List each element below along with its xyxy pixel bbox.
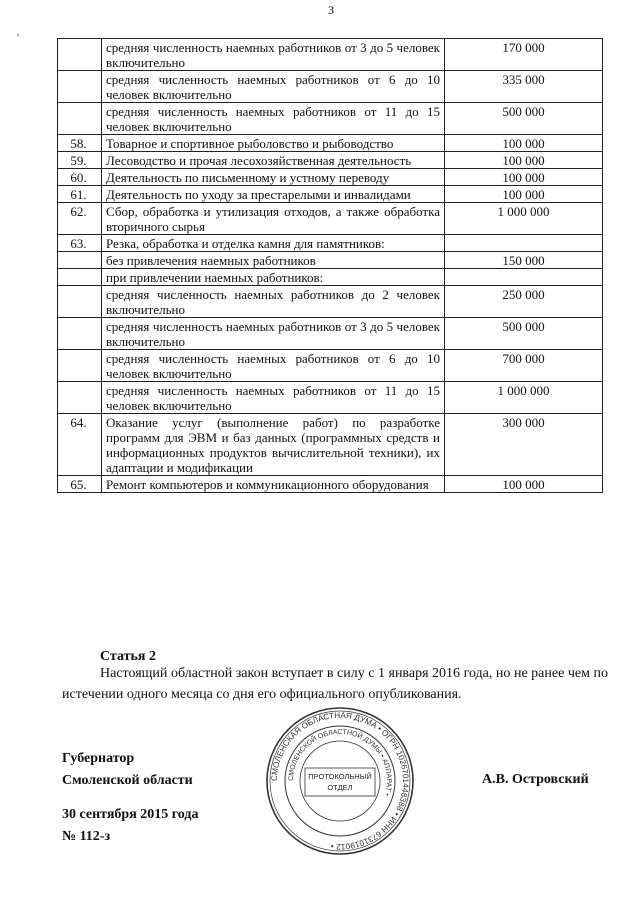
table-row: [58, 135, 603, 152]
table-row: [58, 203, 603, 235]
governor-name: А.В. Островский: [482, 772, 589, 787]
row-description: средняя численность наемных работников от 11 до 15 человек включительно: [102, 382, 445, 414]
row-description: средняя численность наемных работников от 6 до 10 человек включительно: [102, 350, 445, 382]
row-number: 64.: [58, 414, 102, 476]
row-amount: 100 000: [445, 152, 603, 169]
governor-title-line2: Смоленской области: [62, 773, 193, 788]
page-number: 3: [328, 3, 334, 17]
governor-title-line1: Губернатор: [62, 751, 135, 766]
law-date-block: [62, 804, 198, 848]
row-amount: 500 000: [445, 318, 603, 350]
table-row: [58, 318, 603, 350]
table-row: [58, 152, 603, 169]
table-row: [58, 186, 603, 203]
row-amount: 100 000: [445, 135, 603, 152]
table-row: [58, 286, 603, 318]
row-amount: 250 000: [445, 286, 603, 318]
row-number: [58, 382, 102, 414]
seal-outer-text: СМОЛЕНСКАЯ ОБЛАСТНАЯ ДУМА • ОГРН 1026701448388 • ИНН 6731019012 •: [269, 710, 411, 852]
official-seal: [265, 706, 415, 856]
row-amount: 100 000: [445, 186, 603, 203]
row-description: средняя численность наемных работников до 2 человек включительно: [102, 286, 445, 318]
row-amount: [445, 269, 603, 286]
row-number: [58, 252, 102, 269]
article-title: Статья 2: [100, 649, 156, 664]
row-amount: 100 000: [445, 476, 603, 493]
row-amount: 700 000: [445, 350, 603, 382]
row-description: при привлечении наемных работников:: [102, 269, 445, 286]
row-number: 62.: [58, 203, 102, 235]
row-amount: 1 000 000: [445, 203, 603, 235]
governor-title: [62, 748, 193, 792]
row-description: без привлечения наемных работников: [102, 252, 445, 269]
row-amount: 335 000: [445, 71, 603, 103]
table-row: [58, 39, 603, 71]
law-date: 30 сентября 2015 года: [62, 807, 199, 822]
row-amount: 150 000: [445, 252, 603, 269]
row-description: средняя численность наемных работников от 11 до 15 человек включительно: [102, 103, 445, 135]
row-number: [58, 269, 102, 286]
row-number: [58, 286, 102, 318]
row-description: Товарное и спортивное рыболовство и рыбоводство: [102, 135, 445, 152]
row-description: средняя численность наемных работников от 3 до 5 человек включительно: [102, 39, 445, 71]
row-number: [58, 71, 102, 103]
row-amount: 300 000: [445, 414, 603, 476]
table-row: [58, 235, 603, 252]
row-description: Лесоводство и прочая лесохозяйственная деятельность: [102, 152, 445, 169]
row-description: Деятельность по уходу за престарелыми и инвалидами: [102, 186, 445, 203]
article-text: Настоящий областной закон вступает в силу с 1 января 2016 года, но не ранее чем по истечении одного месяца со дня его официального опубликования.: [62, 666, 608, 702]
row-number: 61.: [58, 186, 102, 203]
table-row: [58, 103, 603, 135]
row-number: 65.: [58, 476, 102, 493]
row-description: средняя численность наемных работников от 3 до 5 человек включительно: [102, 318, 445, 350]
table-row: [58, 382, 603, 414]
seal-center-line2: ОТДЕЛ: [327, 783, 353, 792]
row-description: Резка, обработка и отделка камня для памятников:: [102, 235, 445, 252]
row-number: 63.: [58, 235, 102, 252]
table-row: [58, 414, 603, 476]
table-row: [58, 476, 603, 493]
row-amount: 100 000: [445, 169, 603, 186]
row-amount: 170 000: [445, 39, 603, 71]
row-number: [58, 318, 102, 350]
row-description: средняя численность наемных работников от 6 до 10 человек включительно: [102, 71, 445, 103]
row-description: Сбор, обработка и утилизация отходов, а также обработка вторичного сырья: [102, 203, 445, 235]
row-description: Деятельность по письменному и устному переводу: [102, 169, 445, 186]
row-number: [58, 103, 102, 135]
row-number: [58, 39, 102, 71]
seal-center-line1: ПРОТОКОЛЬНЫЙ: [308, 772, 372, 781]
table-row: [58, 350, 603, 382]
row-description: Ремонт компьютеров и коммуникационного оборудования: [102, 476, 445, 493]
seal-inner-text: СМОЛЕНСКОЙ ОБЛАСТНОЙ ДУМЫ • АППАРАТ •: [287, 728, 393, 797]
law-number: № 112-з: [62, 829, 111, 844]
table-row: [58, 169, 603, 186]
row-number: 60.: [58, 169, 102, 186]
row-number: [58, 350, 102, 382]
activity-table: [57, 38, 603, 493]
table-row: [58, 71, 603, 103]
table-row: [58, 269, 603, 286]
table-row: [58, 252, 603, 269]
margin-mark: ’: [16, 32, 20, 44]
row-amount: 500 000: [445, 103, 603, 135]
row-amount: 1 000 000: [445, 382, 603, 414]
row-amount: [445, 235, 603, 252]
row-description: Оказание услуг (выполнение работ) по разработке программ для ЭВМ и баз данных (программных средств и информационных продуктов вычислительной техники), их адаптации и модификации: [102, 414, 445, 476]
row-number: 58.: [58, 135, 102, 152]
row-number: 59.: [58, 152, 102, 169]
